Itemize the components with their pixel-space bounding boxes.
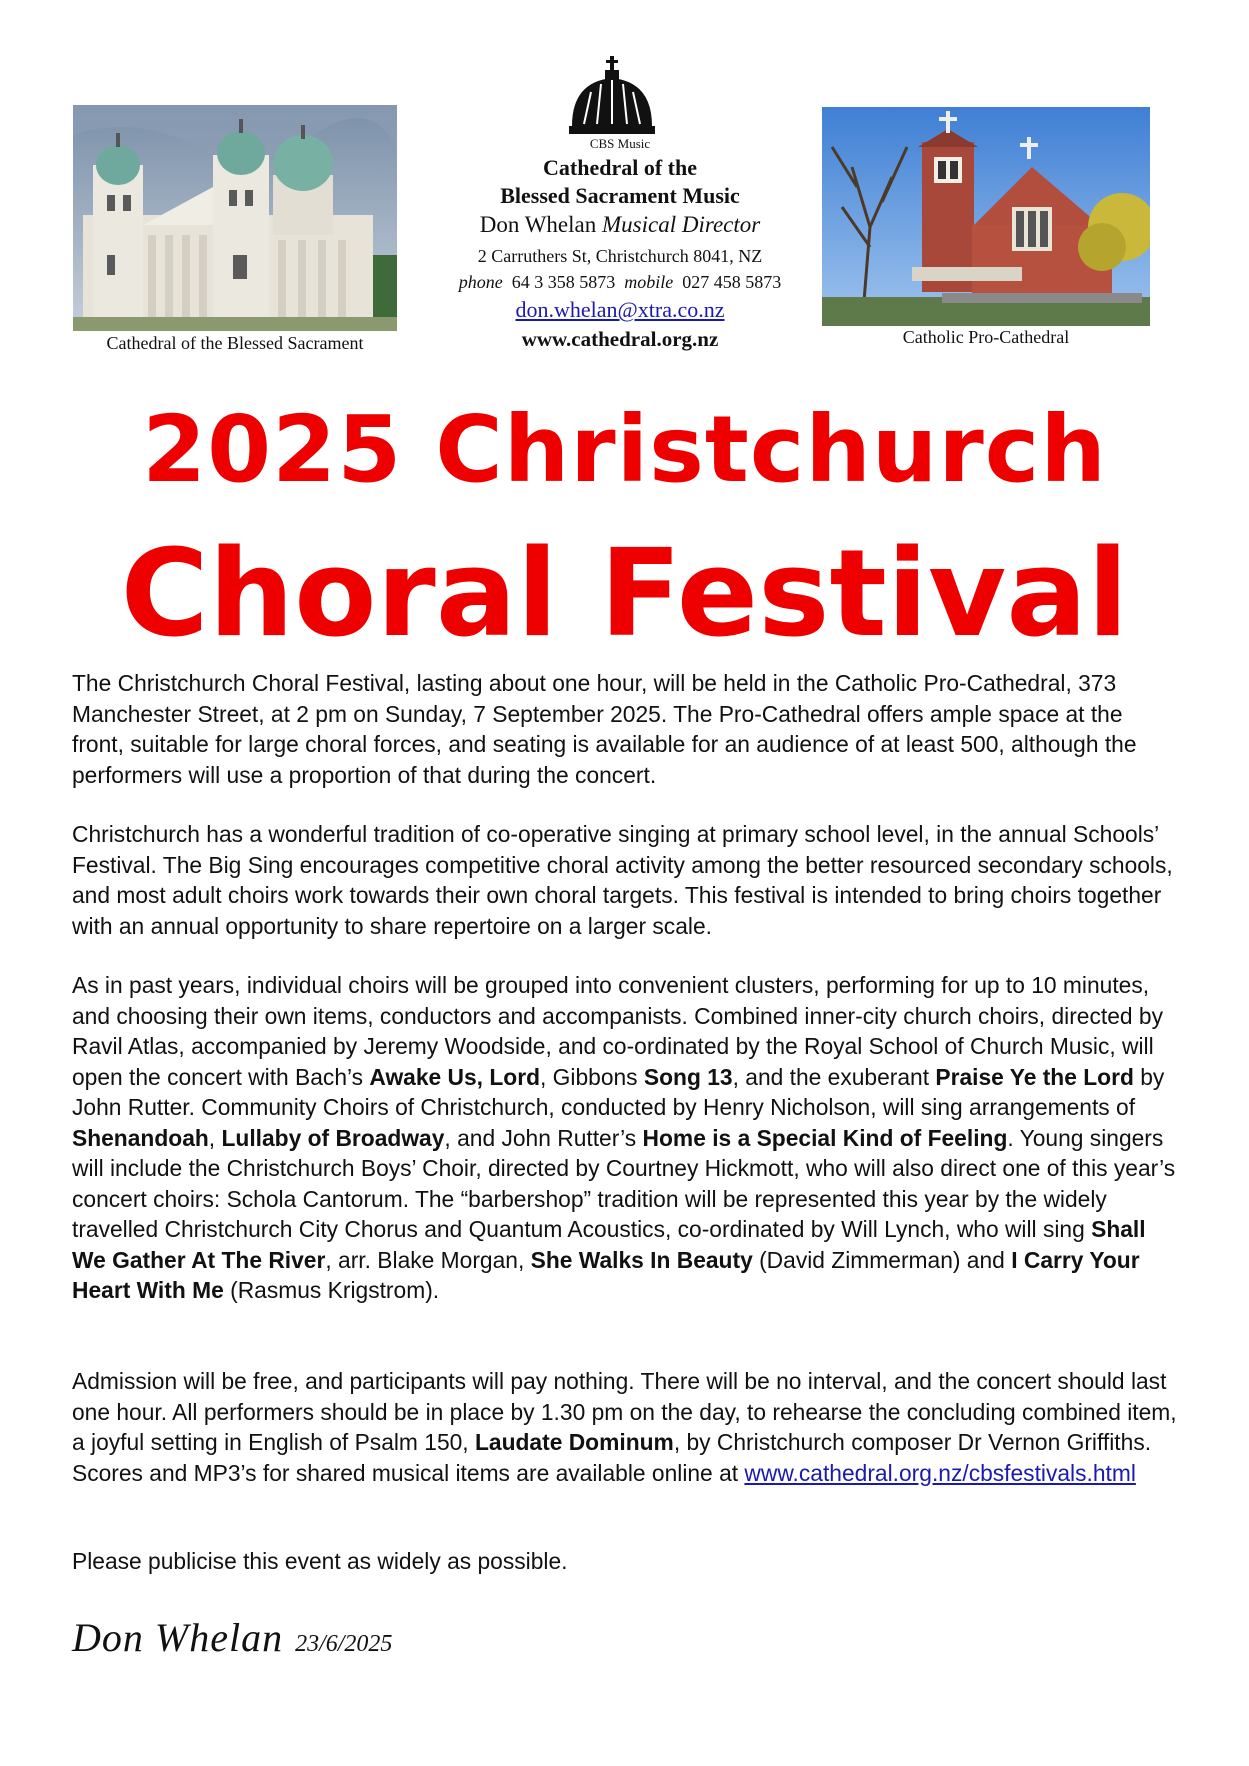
phone-label: phone [458,272,503,292]
director-line [390,211,850,239]
mobile-label: mobile [624,272,674,292]
title-line2: Choral Festival [120,525,1129,664]
paragraph-1: The Christchurch Choral Festival, lasting about one hour, will be held in the Catholic Pro-Cathedral, 373 Manchester Street, at 2 pm on Sunday, 7 September 2025. The Pro-Cathedral offers ample space at the front, suitable for large choral forces, and seating is available for an audience of at least 500, although the performers will use a proportion of that during the concert. [72,670,1137,788]
phone-number: 64 3 358 5873 [511,272,616,292]
work-lullaby-of-broadway: Lullaby of Broadway [221,1124,445,1151]
logo-label: CBS Music [589,136,651,151]
director-name: Don Whelan [479,212,597,237]
work-shenandoah: Shenandoah [72,1124,209,1151]
org-name-line2: Blessed Sacrament Music [500,183,740,208]
pro-cathedral-photo [822,107,1150,326]
dome-logo [569,56,655,136]
work-laudate-dominum: Laudate Dominum [474,1429,674,1455]
title-line1: 2025 Christchurch [142,396,1107,503]
work-song-13: Song 13 [643,1063,733,1090]
email-link[interactable]: don.whelan@xtra.co.nz [515,297,725,322]
left-photo-caption: Cathedral of the Blessed Sacrament [106,333,364,353]
work-shall-we-gather: Shall We Gather At The River [72,1216,1146,1273]
signature-name: Don Whelan [72,1615,284,1660]
paragraph-4: Admission will be free, and participants will pay nothing. There will be no interval, and the concert should last one hour. All performers should be in place by 1.30 pm on the day, to rehearse the concluding combined item, a joyful setting in English of Psalm 150, Laudate Dominum, by Christchurch composer Dr Vernon Griffiths. Scores and MP3’s for shared musical items are available online at www.cathedral.org.nz/cbsfestivals.html [72,1368,1177,1486]
festival-resources-link[interactable]: www.cathedral.org.nz/cbsfestivals.html [744,1459,1136,1486]
work-home-is-a-special-kind-of-feeling: Home is a Special Kind of Feeling [642,1124,1008,1151]
director-title: Musical Director [602,212,761,237]
paragraph-3: As in past years, individual choirs will be grouped into convenient clusters, performing for up to 10 minutes, and choosing their own items, conductors and accompanists. Combined inner-city church choirs, directed by Ravil Atlas, accompanied by Jeremy Woodside, and co-ordinated by the Royal School of Church Music, will open the concert with Bach’s Awake Us, Lord, Gibbons Song 13, and the exuberant Praise Ye the Lord by John Rutter. Community Choirs of Christchurch, conducted by Henry Nicholson, will sing arrangements of Shenandoah, Lullaby of Broadway, and John Rutter’s Home is a Special Kind of Feeling. Young singers will include the Christchurch Boys’ Choir, directed by Courtney Hickmott, who will also direct one of this year’s concert choirs: Schola Cantorum. The “barbershop” tradition will be represented this year by the widely travelled Christchurch City Chorus and Quantum Acoustics, co-ordinated by Will Lynch, who will sing Shall We Gather At The River, arr. Blake Morgan, She Walks In Beauty (David Zimmerman) and I Carry Your Heart With Me (Rasmus Krigstrom). [72,972,1176,1303]
paragraph-5: Please publicise this event as widely as possible. [72,1548,568,1574]
website: www.cathedral.org.nz [521,327,719,351]
right-photo-caption: Catholic Pro-Cathedral [902,327,1070,347]
paragraph-2: Christchurch has a wonderful tradition of co-operative singing at primary school level, in the annual Schools’ Festival. The Big Sing encourages competitive choral activity among the better resourced secondary schools, and most adult choirs work towards their own choral targets. This festival is intended to bring choirs together with an annual opportunity to share repertoire on a larger scale. [72,821,1173,939]
work-praise-ye-the-lord: Praise Ye the Lord [935,1063,1134,1090]
org-name-line1: Cathedral of the [543,155,697,180]
work-awake-us-lord: Awake Us, Lord [369,1063,540,1090]
phone-line [390,269,850,295]
signature [72,1614,392,1661]
mobile-number: 027 458 5873 [682,272,782,292]
work-she-walks-in-beauty: She Walks In Beauty [530,1246,753,1273]
cathedral-photo [73,105,397,331]
signature-date: 23/6/2025 [295,1631,393,1657]
address: 2 Carruthers St, Christchurch 8041, NZ [477,246,763,266]
work-i-carry-your-heart: I Carry Your Heart With Me [72,1246,1140,1303]
